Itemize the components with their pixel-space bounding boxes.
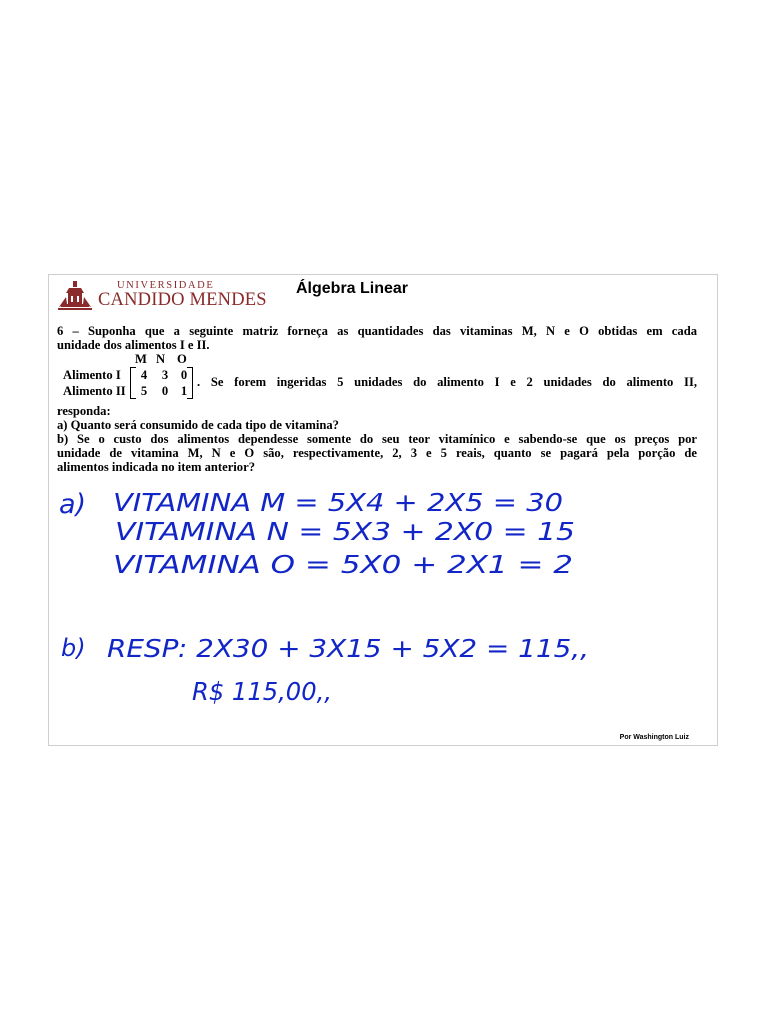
problem-item-b-line3: alimentos indicada no item anterior? — [57, 460, 255, 474]
slide — [48, 274, 718, 746]
matrix-cell: 4 — [140, 368, 148, 382]
handwritten-solution — [49, 275, 719, 747]
footer-author: Por Washington Luiz — [619, 734, 689, 741]
logo-university-text: UNIVERSIDADE — [117, 280, 215, 291]
problem-after-matrix: . Se forem ingeridas 5 unidades do alimento I e 2 unidades do alimento II, — [197, 375, 697, 389]
matrix-col-header: N — [156, 352, 166, 366]
hand-b-line1: RESP: 2X30 + 3X15 + 5X2 = 115,, — [107, 634, 589, 663]
hand-a-line1: VITAMINA M = 5X4 + 2X5 = 30 — [113, 488, 563, 517]
logo-name-text: CANDIDO MENDES — [98, 290, 267, 310]
hand-label-a: a) — [59, 489, 87, 520]
hand-label-b: b) — [61, 634, 86, 662]
problem-intro-line2: unidade dos alimentos I e II. — [57, 338, 210, 352]
matrix-col-header: M — [135, 352, 147, 366]
hand-a-line3: VITAMINA O = 5X0 + 2X1 = 2 — [113, 550, 573, 579]
problem-respond: responda: — [57, 404, 111, 418]
matrix-row-label: Alimento I — [63, 368, 121, 382]
matrix-cell: 5 — [140, 384, 148, 398]
page-title: Álgebra Linear — [296, 280, 409, 297]
matrix-cell: 3 — [161, 368, 169, 382]
matrix-cell: 1 — [180, 384, 188, 398]
matrix-cell: 0 — [180, 368, 188, 382]
problem-item-a: a) Quanto será consumido de cada tipo de vitamina? — [57, 418, 339, 432]
matrix-col-header: O — [177, 352, 187, 366]
matrix-row-label: Alimento II — [63, 384, 126, 398]
matrix-cell: 0 — [161, 384, 169, 398]
problem-item-b-line2: unidade de vitamina M, N e O são, respectivamente, 2, 3 e 5 reais, quanto se pagará pela porção de — [57, 446, 697, 460]
problem-intro-line1: 6 – Suponha que a seguinte matriz forneça as quantidades das vitaminas M, N e O obtidas em cada — [57, 324, 697, 338]
problem-item-b-line1: b) Se o custo dos alimentos dependesse somente do seu teor vitamínico e sabendo-se que os preços por — [57, 432, 697, 446]
hand-b-line2: R$ 115,00,, — [192, 677, 332, 706]
hand-a-line2: VITAMINA N = 5X3 + 2X0 = 15 — [115, 517, 575, 546]
